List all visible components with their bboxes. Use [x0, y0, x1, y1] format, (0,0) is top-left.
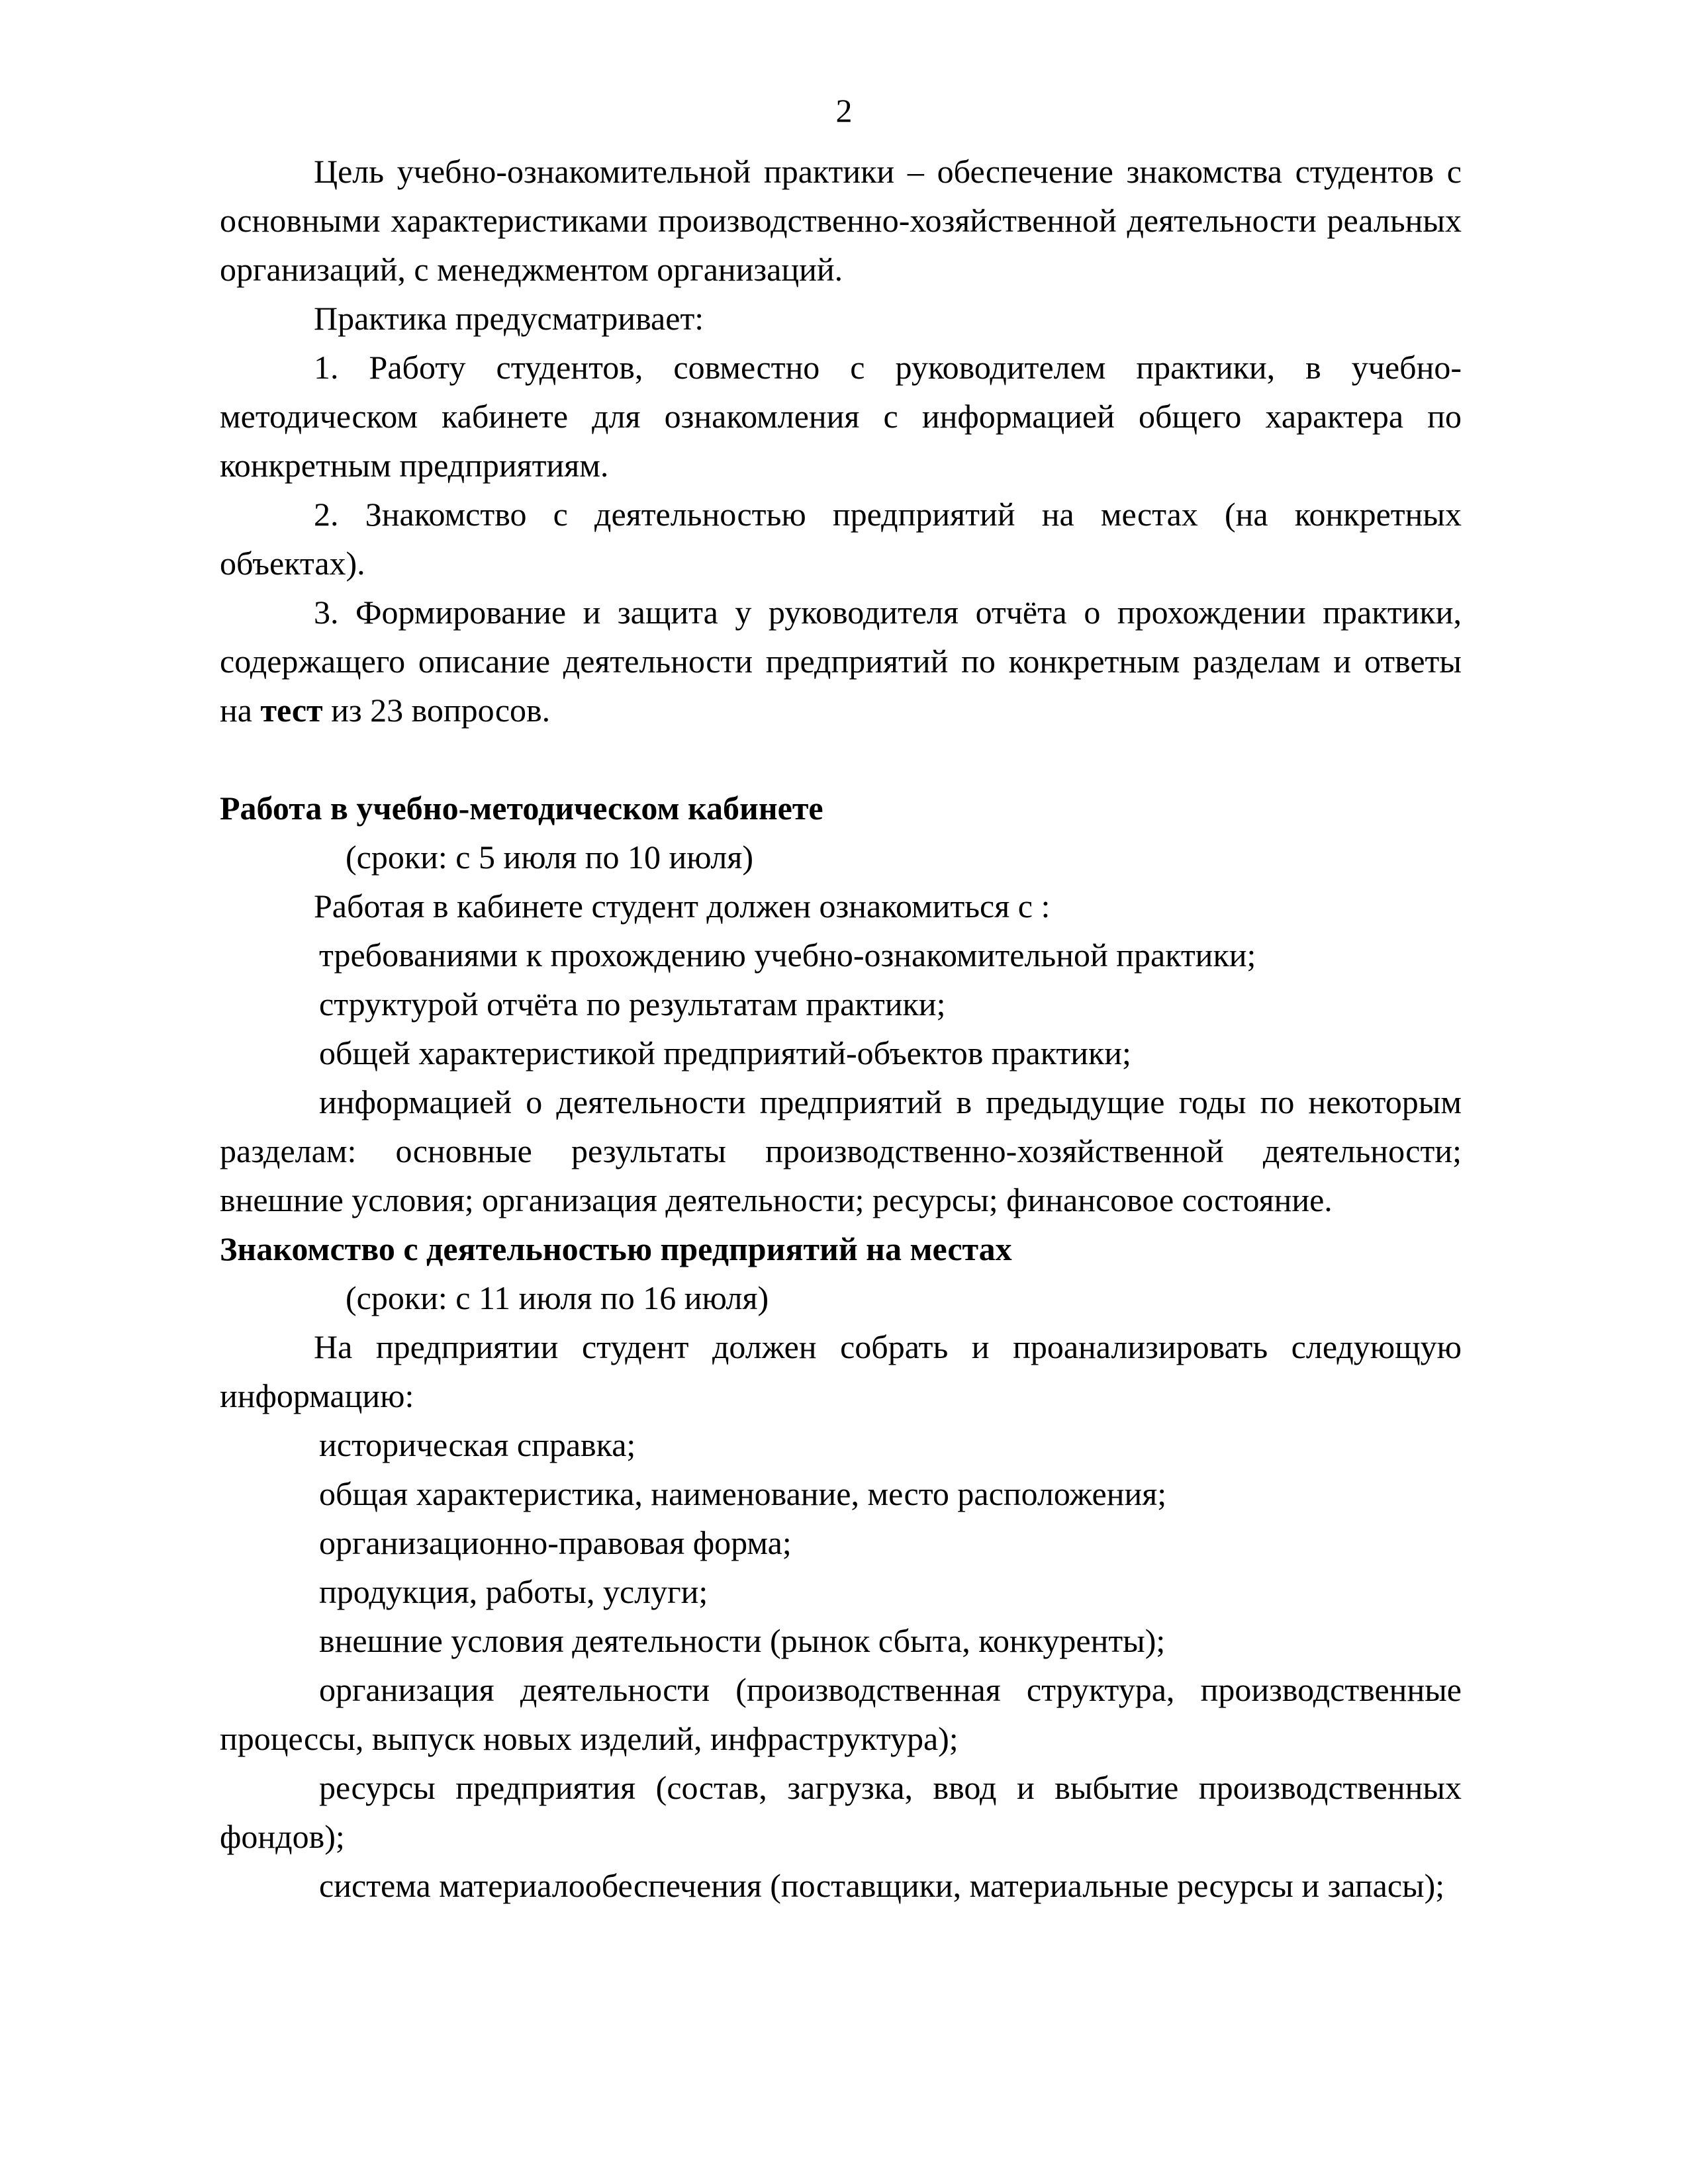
- section-2-list-item: продукция, работы, услуги;: [319, 1573, 708, 1610]
- intro-item-3: [220, 588, 1462, 735]
- intro-item-1: 1. Работу студентов, совместно с руководителем практики, в учебно-методическом кабинете для ознакомления с информацией общего характера по конкретным предприятиям.: [220, 349, 1462, 484]
- section-1-list-item: структурой отчёта по результатам практики;: [319, 985, 946, 1023]
- page-content: [220, 147, 1462, 1910]
- section-2-list-item: организационно-правовая форма;: [319, 1524, 792, 1561]
- intro-provides-paragraph: Практика предусматривает:: [314, 300, 704, 337]
- section-1-list-item: общей характеристикой предприятий-объектов практики;: [319, 1034, 1131, 1071]
- section-2-list-item: система материалообеспечения (поставщики, материальные ресурсы и запасы);: [319, 1867, 1445, 1904]
- section-2-list-item: историческая справка;: [319, 1426, 636, 1463]
- section-1-lead: Работая в кабинете студент должен ознакомиться с :: [314, 887, 1051, 925]
- section-2-title: Знакомство с деятельностью предприятий на местах: [220, 1230, 1012, 1267]
- intro-item-2: 2. Знакомство с деятельностью предприятий на местах (на конкретных объектах).: [220, 496, 1462, 582]
- section-2-list-item: ресурсы предприятия (состав, загрузка, ввод и выбытие производственных фондов);: [220, 1769, 1462, 1855]
- section-2-dates: (сроки: с 11 июля по 16 июля): [346, 1279, 769, 1316]
- intro-goal-paragraph: Цель учебно-ознакомительной практики – обеспечение знакомства студентов с основными характеристиками производственно-хозяйственной деятельности реальных организаций, с менеджментом организаций.: [220, 153, 1462, 288]
- section-1-dates: (сроки: с 5 июля по 10 июля): [346, 839, 754, 876]
- section-1-list-item: требованиями к прохождению учебно-ознакомительной практики;: [319, 936, 1256, 974]
- page-number: 2: [835, 92, 853, 129]
- section-1-list-item: информацией о деятельности предприятий в предыдущие годы по некоторым разделам: основные результаты производственно-хозяйственной деятельности; внешние условия; организация деятельности; ресурсы; финансовое состояние.: [220, 1083, 1462, 1218]
- intro-item-3-text: 3. Формирование и защита у руководителя отчёта о прохождении практики, содержащего описание деятельности предприятий по конкретным разделам и ответы на: [220, 594, 1462, 729]
- section-2-list-item: общая характеристика, наименование, место расположения;: [319, 1475, 1167, 1512]
- intro-item-3-bold: тест: [260, 692, 323, 729]
- section-2-list-item: внешние условия деятельности (рынок сбыта, конкуренты);: [319, 1622, 1166, 1659]
- section-2-lead: На предприятии студент должен собрать и проанализировать следующую информацию:: [220, 1328, 1462, 1414]
- section-1-title: Работа в учебно-методическом кабинете: [220, 790, 823, 827]
- intro-item-3-tail: из 23 вопросов.: [331, 692, 551, 729]
- section-2-list-item: организация деятельности (производственная структура, производственные процессы, выпуск новых изделий, инфраструктура);: [220, 1671, 1462, 1757]
